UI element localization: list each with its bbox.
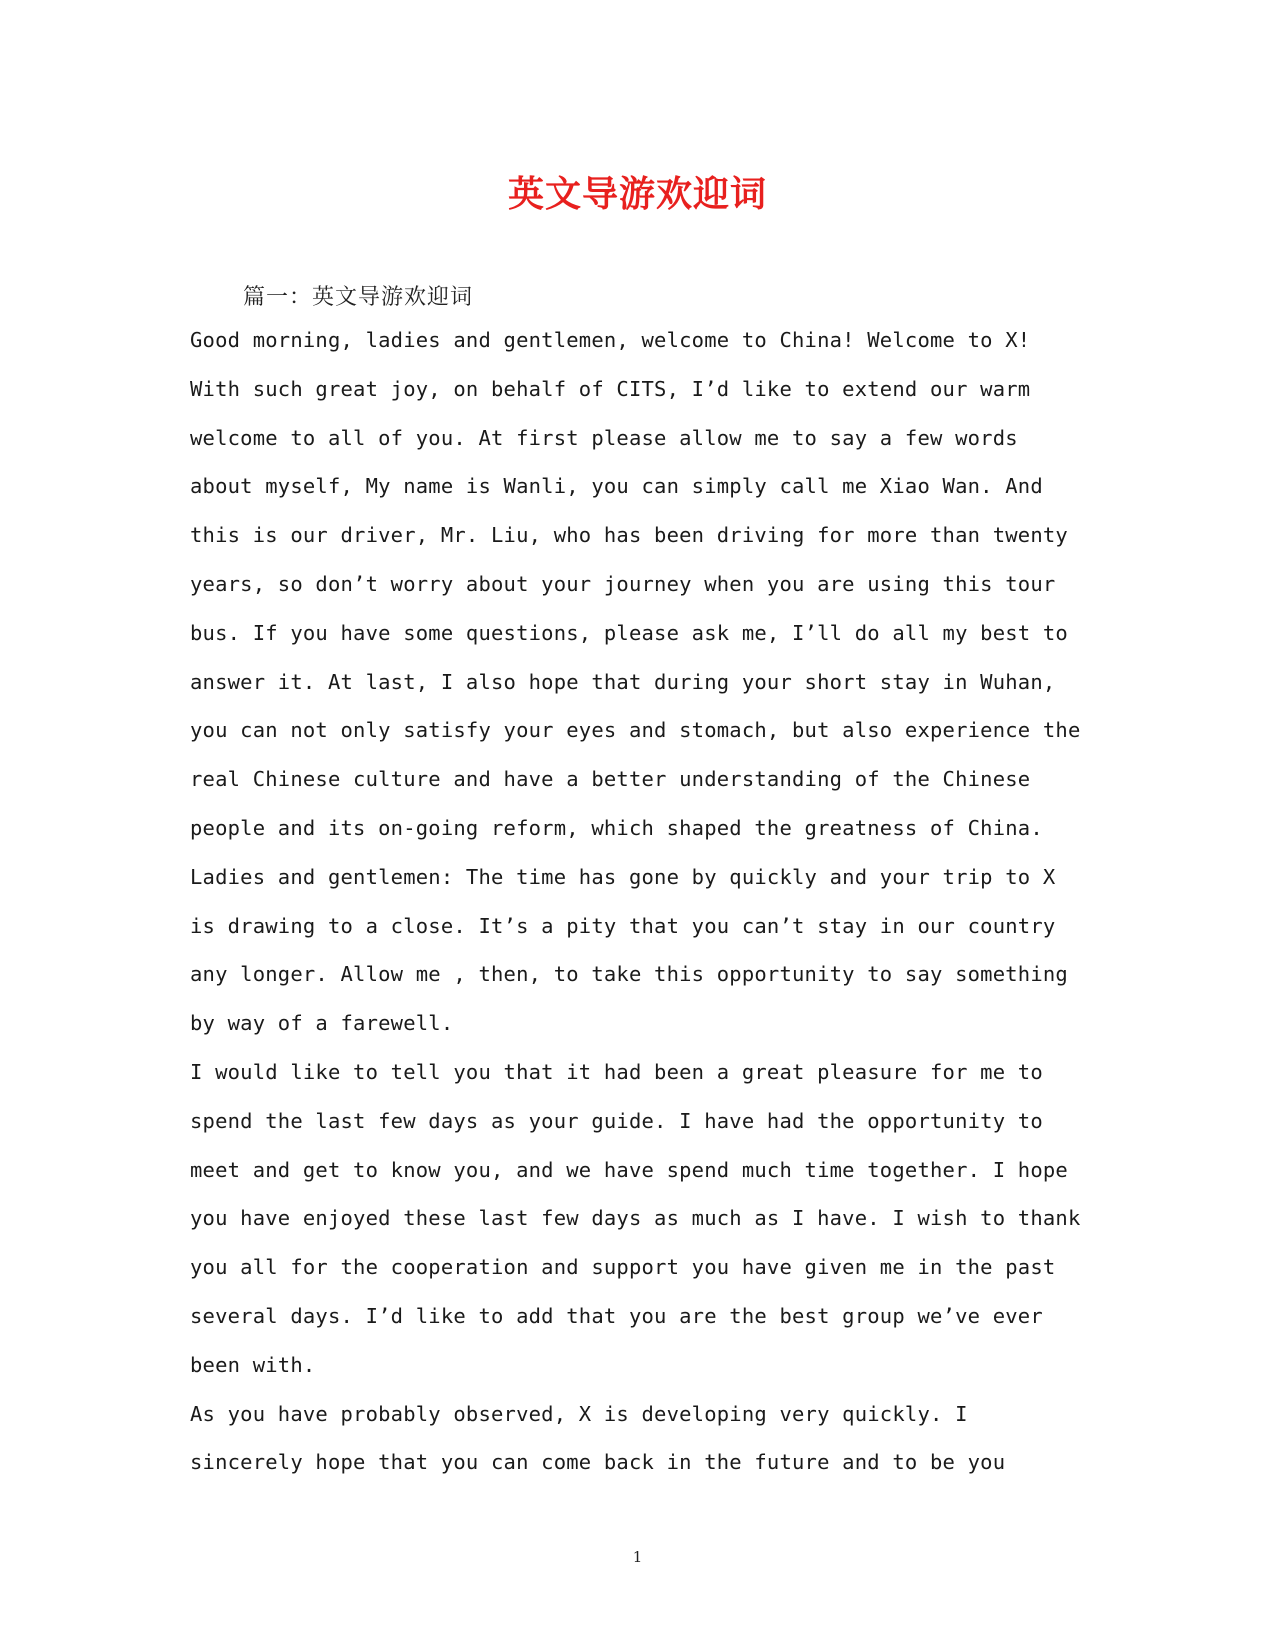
body-text [190,326,1090,1497]
page-title: 英文导游欢迎词 [507,173,767,215]
text-line: real Chinese culture and have a better understanding of the Chinese [190,767,1031,792]
section-heading: 篇一：英文导游欢迎词 [243,285,474,310]
text-line: is drawing to a close. It’s a pity that you can’t stay in our country [190,913,1056,938]
text-line: answer it. At last, I also hope that during your short stay in Wuhan, [190,669,1056,694]
text-line: spend the last few days as your guide. I have had the opportunity to [190,1108,1043,1133]
text-line: bus. If you have some questions, please ask me, I’ll do all my best to [190,620,1068,645]
text-line: I would like to tell you that it had been a great pleasure for me to [190,1059,1043,1084]
text-line: any longer. Allow me , then, to take this opportunity to say something [190,962,1068,987]
text-line: years, so don’t worry about your journey when you are using this tour [190,571,1056,596]
text-line: Ladies and gentlemen: The time has gone by quickly and your trip to X [190,864,1056,889]
text-line: this is our driver, Mr. Liu, who has been driving for more than twenty [190,523,1068,548]
text-line: by way of a farewell. [190,1011,454,1036]
text-line: you have enjoyed these last few days as much as I have. I wish to thank [190,1206,1081,1231]
text-line: meet and get to know you, and we have spend much time together. I hope [190,1157,1068,1182]
text-line: people and its on-going reform, which shaped the greatness of China. [190,815,1043,840]
text-line: welcome to all of you. At first please allow me to say a few words [190,425,1018,450]
text-line: With such great joy, on behalf of CITS, I’d like to extend our warm [190,376,1031,401]
text-line: you can not only satisfy your eyes and stomach, but also experience the [190,718,1081,743]
page-number: 1 [632,1548,643,1566]
text-line: about myself, My name is Wanli, you can simply call me Xiao Wan. And [190,474,1043,499]
text-line: several days. I’d like to add that you are the best group we’ve ever [190,1303,1043,1328]
text-line: Good morning, ladies and gentlemen, welcome to China! Welcome to X! [190,328,1031,352]
text-line: been with. [190,1352,316,1377]
text-line: you all for the cooperation and support you have given me in the past [190,1255,1056,1280]
text-line: sincerely hope that you can come back in the future and to be you [190,1450,1006,1475]
text-line: As you have probably observed, X is developing very quickly. I [190,1401,968,1426]
